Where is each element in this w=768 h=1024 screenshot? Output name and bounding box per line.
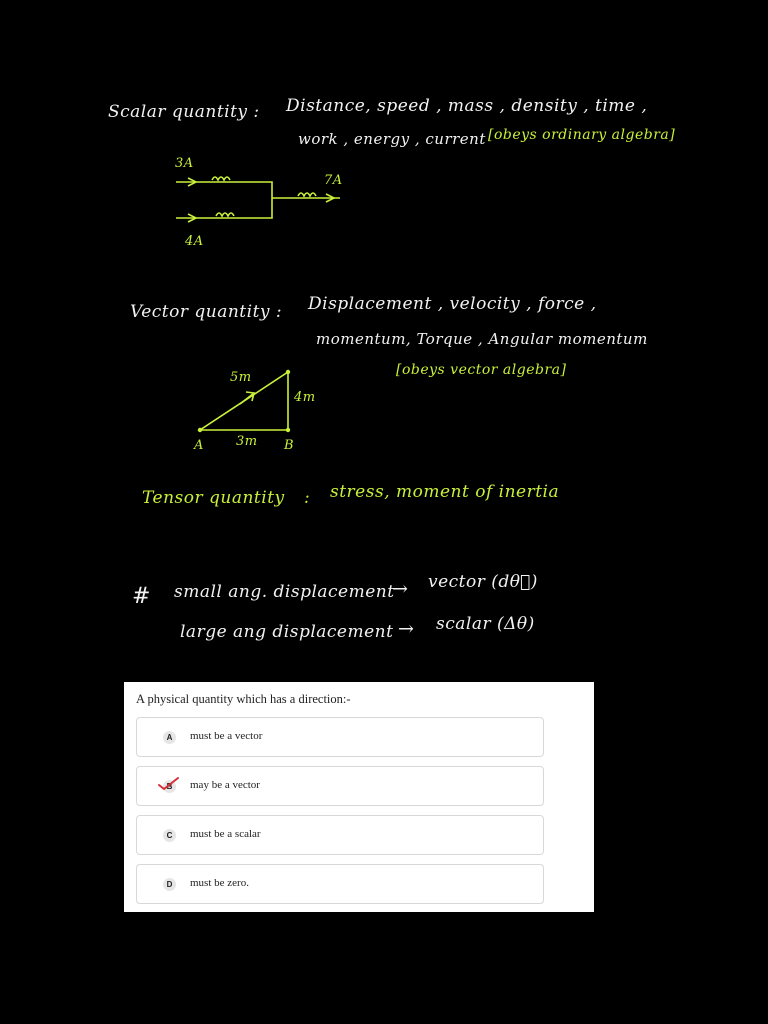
triangle-vertical-label: 4m bbox=[294, 390, 316, 405]
scalar-examples-line1: Distance, speed , mass , density , time , bbox=[286, 96, 648, 116]
question-text: A physical quantity which has a direction:- bbox=[136, 692, 351, 706]
option-c-letter: C bbox=[163, 829, 176, 842]
current-label-out: 7A bbox=[324, 173, 343, 188]
quiz-card bbox=[124, 682, 594, 912]
current-label-top: 3A bbox=[175, 156, 194, 171]
option-d[interactable] bbox=[136, 864, 544, 904]
current-label-bottom: 4A bbox=[185, 234, 204, 249]
hash-symbol: # bbox=[132, 584, 151, 609]
option-b-letter: B bbox=[163, 780, 176, 793]
triangle-hyp-label: 5m bbox=[230, 370, 252, 385]
small-ang-result: vector (dθ⃗) bbox=[428, 572, 538, 592]
option-d-letter: D bbox=[163, 878, 176, 891]
vector-examples-line1: Displacement , velocity , force , bbox=[308, 294, 597, 314]
tensor-colon: : bbox=[304, 488, 311, 508]
scalar-label: Scalar quantity : bbox=[108, 102, 260, 122]
scalar-bracket-note: [obeys ordinary algebra] bbox=[488, 127, 676, 143]
vector-label: Vector quantity : bbox=[130, 302, 283, 322]
option-a[interactable] bbox=[136, 717, 544, 757]
vector-bracket-note: [obeys vector algebra] bbox=[396, 362, 567, 378]
checkmark-icon bbox=[157, 776, 181, 792]
large-ang-result: scalar (Δθ) bbox=[436, 614, 535, 634]
vector-examples-line2: momentum, Torque , Angular momentum bbox=[316, 330, 648, 348]
tensor-examples: stress, moment of inertia bbox=[330, 482, 560, 502]
option-c[interactable] bbox=[136, 815, 544, 855]
option-d-text: must be zero. bbox=[190, 877, 249, 889]
option-b[interactable] bbox=[136, 766, 544, 806]
scalar-examples-line2: work , energy , current bbox=[298, 130, 486, 148]
current-junction-diagram bbox=[176, 177, 340, 222]
option-c-text: must be a scalar bbox=[190, 828, 261, 840]
option-a-text: must be a vector bbox=[190, 730, 263, 742]
triangle-base-label: 3m bbox=[236, 434, 258, 449]
option-b-text: may be a vector bbox=[190, 779, 260, 791]
triangle-point-a: A bbox=[194, 438, 204, 453]
arrow-2: → bbox=[398, 618, 415, 640]
option-a-letter: A bbox=[163, 731, 176, 744]
small-ang-text: small ang. displacement bbox=[174, 582, 395, 602]
triangle-point-b: B bbox=[284, 438, 295, 453]
arrow-1: → bbox=[392, 578, 409, 600]
tensor-label: Tensor quantity bbox=[142, 488, 285, 508]
large-ang-text: large ang displacement bbox=[180, 622, 394, 642]
